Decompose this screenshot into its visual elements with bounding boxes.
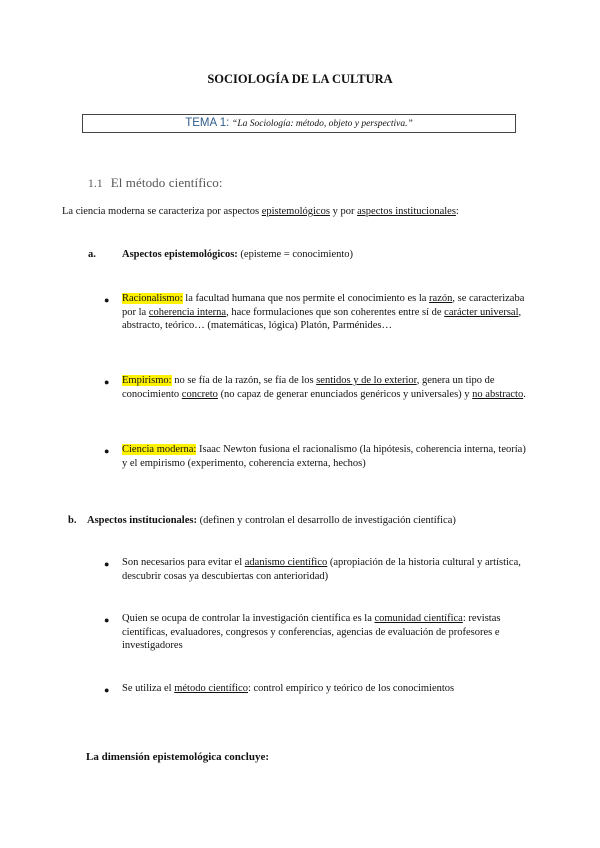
section-number: 1.1 <box>88 178 103 190</box>
list-item-racionalismo <box>122 292 532 333</box>
intro-text: La ciencia moderna se caracteriza por aspectos <box>62 206 262 217</box>
part-b-title: Aspectos institucionales: <box>87 515 197 526</box>
underlined-term: método científico <box>174 683 248 694</box>
intro-underlined-term: aspectos institucionales <box>357 206 456 217</box>
bullet-icon: ● <box>104 446 110 456</box>
underlined-term: comunidad científica <box>374 613 463 624</box>
intro-text: : <box>455 206 459 217</box>
topic-label: TEMA 1: <box>185 117 230 129</box>
item-text: , se caracterizaba por la <box>122 293 525 318</box>
item-text: no se fía de la razón, se fía de los <box>171 375 317 386</box>
term-highlight: Ciencia moderna: <box>122 444 197 455</box>
part-a-title: Aspectos epistemológicos: <box>122 249 238 260</box>
underlined-term: sentidos y de lo exterior <box>316 375 417 386</box>
item-text: , abstracto, teórico… (matemáticas, lógica) Platón, Parménides… <box>122 306 522 331</box>
underlined-term: razón <box>429 293 453 304</box>
part-a-heading <box>88 249 353 260</box>
intro-text: y por <box>329 206 358 217</box>
topic-box <box>82 114 516 133</box>
list-item-metodo <box>122 682 537 696</box>
term-highlight: Racionalismo: <box>122 293 183 304</box>
underlined-term: coherencia interna <box>148 306 227 318</box>
list-item-empirismo <box>122 374 527 401</box>
item-text: . <box>523 388 526 400</box>
item-text: : revistas científicas, evaluadores, congresos y conferencias, agencias de evaluación de profesores e investigadores <box>122 613 501 651</box>
item-text: (no capaz de generar enunciados genéricos y universales) y <box>217 388 473 400</box>
term-highlight: Empirismo: <box>122 375 172 386</box>
underlined-term: carácter universal <box>444 306 519 318</box>
item-text: (apropiación de la historia cultural y artística, descubrir cosas ya descubiertas con anterioridad) <box>122 557 521 582</box>
part-a-note: (episteme = conocimiento) <box>237 249 354 260</box>
underlined-term: concreto <box>181 388 218 400</box>
part-b-label: b. <box>68 515 77 526</box>
intro-paragraph <box>62 206 459 217</box>
bullet-icon: ● <box>104 295 110 305</box>
item-text: Isaac Newton fusiona el racionalismo (la hipótesis, coherencia interna, teoría) y el empirismo (experimento, coherencia externa, hechos) <box>122 444 526 469</box>
item-text: Quien se ocupa de controlar la investigación científica es la <box>122 613 375 624</box>
bullet-icon: ● <box>104 559 110 569</box>
item-text: la facultad humana que nos permite el conocimiento es la <box>182 293 430 304</box>
item-text: , hace formulaciones que son coherentes entre sí de <box>226 306 445 318</box>
underlined-term: no abstracto <box>472 388 524 400</box>
section-title: El método científico: <box>110 175 223 190</box>
part-a-label: a. <box>88 249 96 260</box>
part-b-heading <box>68 515 456 526</box>
bullet-icon: ● <box>104 685 110 695</box>
conclusion-heading: La dimensión epistemológica concluye: <box>86 751 270 763</box>
item-text: Son necesarios para evitar el <box>122 557 245 568</box>
section-heading <box>88 175 223 191</box>
intro-underlined-term: epistemológicos <box>261 206 330 217</box>
bullet-icon: ● <box>104 377 110 387</box>
list-item-adanismo <box>122 556 537 583</box>
list-item-ciencia-moderna <box>122 443 527 470</box>
item-text: , genera un tipo de conocimiento <box>122 375 495 400</box>
bullet-icon: ● <box>104 615 110 625</box>
topic-quote: “La Sociología: método, objeto y perspectiva.” <box>232 119 413 129</box>
part-b-note: (definen y controlan el desarrollo de investigación científica) <box>196 515 456 526</box>
list-item-comunidad <box>122 612 540 653</box>
item-text: : control empírico y teórico de los conocimientos <box>247 683 455 694</box>
document-title: SOCIOLOGÍA DE LA CULTURA <box>207 72 393 86</box>
underlined-term: adanismo científico <box>244 557 328 568</box>
item-text: Se utiliza el <box>122 683 175 694</box>
